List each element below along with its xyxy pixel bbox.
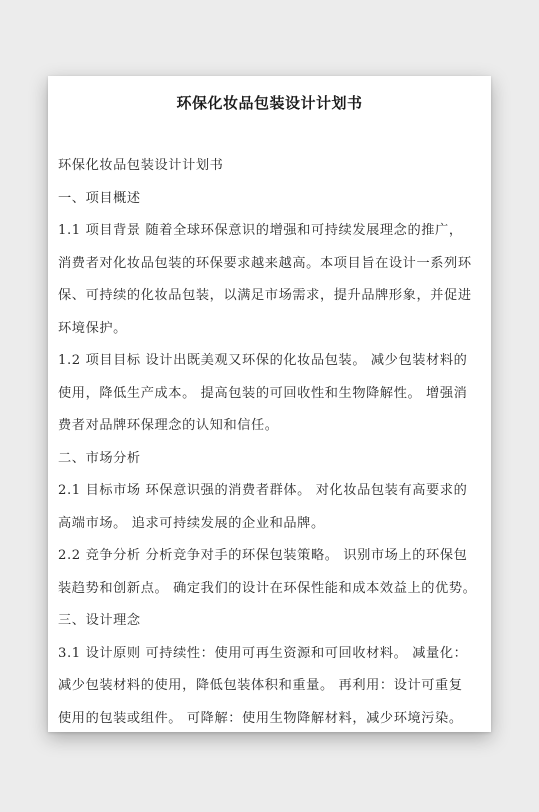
section-heading-market: 二、市场分析 [58,450,141,466]
section-heading-design: 三、设计理念 [58,613,141,628]
paragraph-line: 使用的包装或组件。 可降解：使用生物降解材料，减少环境污染。 [58,710,463,726]
paragraph-line: 使用，降低生产成本。 提高包装的可回收性和生物降解性。 增强消 [58,385,468,401]
paragraph-line: 2.2 竞争分析 分析竞争对手的环保包装策略。 识别市场上的环保包 [58,548,468,563]
paragraph-line: 减少包装材料的使用，降低包装体积和重量。 再利用：设计可重复 [58,678,463,693]
paragraph-line: 1.2 项目目标 设计出既美观又环保的化妆品包装。 减少包装材料的 [58,353,468,368]
paragraph-line: 2.1 目标市场 环保意识强的消费者群体。 对化妆品包装有高要求的 [58,483,468,498]
document-page [48,76,491,732]
paragraph-line: 消费者对化妆品包装的环保要求越来越高。本项目旨在设计一系列环 [58,255,472,271]
paragraph-line: 3.1 设计原则 可持续性：使用可再生资源和可回收材料。 减量化： [58,645,468,661]
paragraph-line: 装趋势和创新点。 确定我们的设计在环保性能和成本效益上的优势。 [58,580,477,596]
paragraph-line: 费者对品牌环保理念的认知和信任。 [58,418,279,433]
paragraph-line: 保、可持续的化妆品包装，以满足市场需求，提升品牌形象，并促进 [58,288,472,303]
paragraph-line: 1.1 项目背景 随着全球环保意识的增强和可持续发展理念的推广， [58,223,463,238]
paragraph-line: 高端市场。 追求可持续发展的企业和品牌。 [58,515,325,531]
document-body [58,156,491,732]
section-heading-overview: 一、项目概述 [58,190,141,206]
paragraph-line: 环境保护。 [58,320,127,336]
heading-doc-name: 环保化妆品包装设计计划书 [58,158,224,173]
document-title: 环保化妆品包装设计计划书 [176,94,363,112]
